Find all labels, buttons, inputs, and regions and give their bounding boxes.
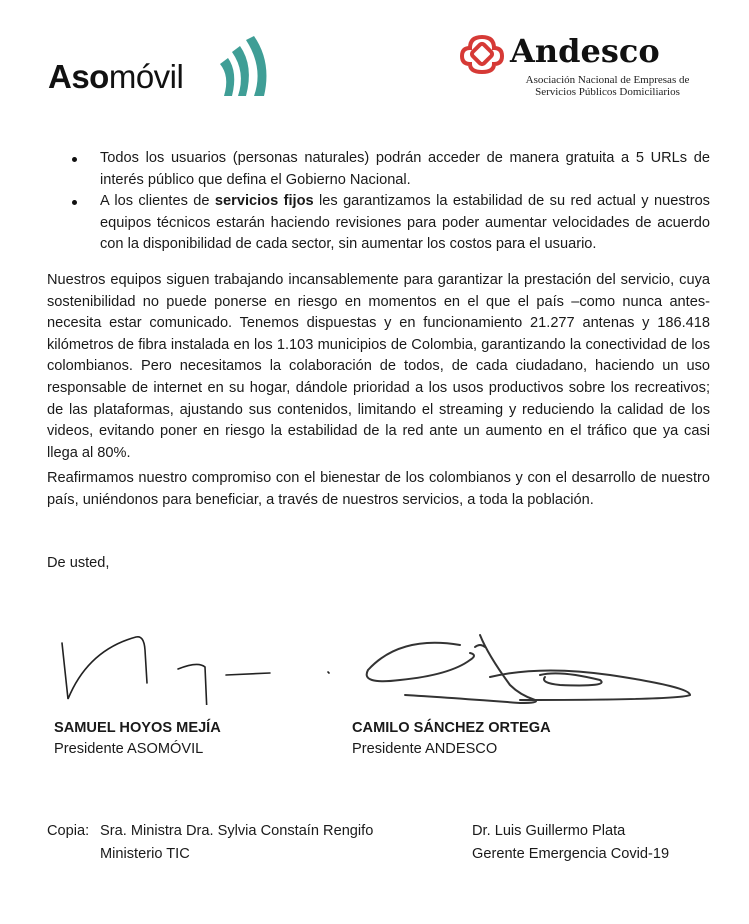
andesco-subtitle-line-2: Servicios Públicos Domiciliarios [535, 86, 680, 98]
copy-recipient [472, 820, 669, 866]
asomovil-wordmark [48, 58, 183, 96]
signature-hoyos [58, 625, 348, 705]
andesco-knot-icon [460, 34, 504, 74]
signatory-block [54, 718, 221, 760]
signatory-title: Presidente ANDESCO [352, 741, 498, 757]
closing-salutation: De usted, [47, 555, 110, 571]
bullet-item [72, 148, 710, 191]
bullet-text-post: les garantizamos la estabilidad de su red actual y nuestros equipos técnicos estarán haciendo revisiones para poder aumentar velocidades de acuerdo con la disponibilidad de cada sector, sin aumentar los costos para el usuario. [100, 193, 710, 253]
copy-recipient-role: Ministerio TIC [100, 846, 190, 862]
signatory-title: Presidente ASOMÓVIL [54, 741, 204, 757]
asomovil-wordmark-light: móvil [108, 58, 184, 95]
andesco-wordmark: Andesco [510, 32, 660, 70]
signatory-name: CAMILO SÁNCHEZ ORTEGA [352, 720, 551, 736]
body-paragraph: Nuestros equipos siguen trabajando incansablemente para garantizar la prestación del servicio, cuya sostenibilidad no puede ponerse en riesgo en momentos en el que el país –como nunca antes- necesita estar comunicado. Tenemos dispuestas y en funcionamiento 21.277 antenas y 186.418 kilómetros de fibra instalada en los 1.103 municipios de Colombia, garantizando la conectividad de los colombianos. Pero necesitamos la colaboración de todos, de cada ciudadano, haciendo un uso responsable de internet en su hogar, dándole prioridad a los usos productivos sobre los recreativos; de las plataformas, ajustando sus contenidos, limitando el streaming y reduciendo la calidad de los videos, evitando poner en riesgo la estabilidad de la red ante un aumento en el tráfico que ya casi llega al 80%. [47, 272, 710, 461]
copy-label: Copia: [47, 823, 90, 839]
bullet-dot-icon [72, 157, 77, 162]
body-paragraph: Reafirmamos nuestro compromiso con el bienestar de los colombianos y con el desarrollo de nuestro país, uniéndonos para beneficiar, a través de nuestros servicios, a toda la población. [47, 470, 710, 508]
bullet-text: Todos los usuarios (personas naturales) podrán acceder de manera gratuita a 5 URLs de interés público que defina el Gobierno Nacional. [100, 150, 710, 188]
andesco-subtitle-line-1: Asociación Nacional de Empresas de [525, 74, 690, 86]
bullet-text-bold: servicios fijos [214, 193, 314, 210]
signature-sanchez [360, 625, 700, 705]
asomovil-logo [48, 36, 268, 98]
bullet-dot-icon [72, 200, 77, 205]
bullet-list [72, 148, 710, 256]
signatory-name: SAMUEL HOYOS MEJÍA [54, 720, 221, 736]
signatory-block [352, 718, 551, 760]
bullet-text-pre: A los clientes de [100, 193, 215, 210]
copy-recipient-name: Sra. Ministra Dra. Sylvia Constaín Rengifo [100, 823, 374, 839]
copy-recipient [100, 820, 373, 866]
copy-recipient-name: Dr. Luis Guillermo Plata [472, 823, 626, 839]
asomovil-wordmark-bold: Aso [48, 58, 109, 95]
signal-waves-icon [216, 36, 272, 98]
bullet-item [72, 191, 710, 256]
andesco-subtitle [510, 74, 705, 98]
copy-recipient-role: Gerente Emergencia Covid-19 [472, 846, 670, 862]
andesco-logo [458, 32, 708, 102]
